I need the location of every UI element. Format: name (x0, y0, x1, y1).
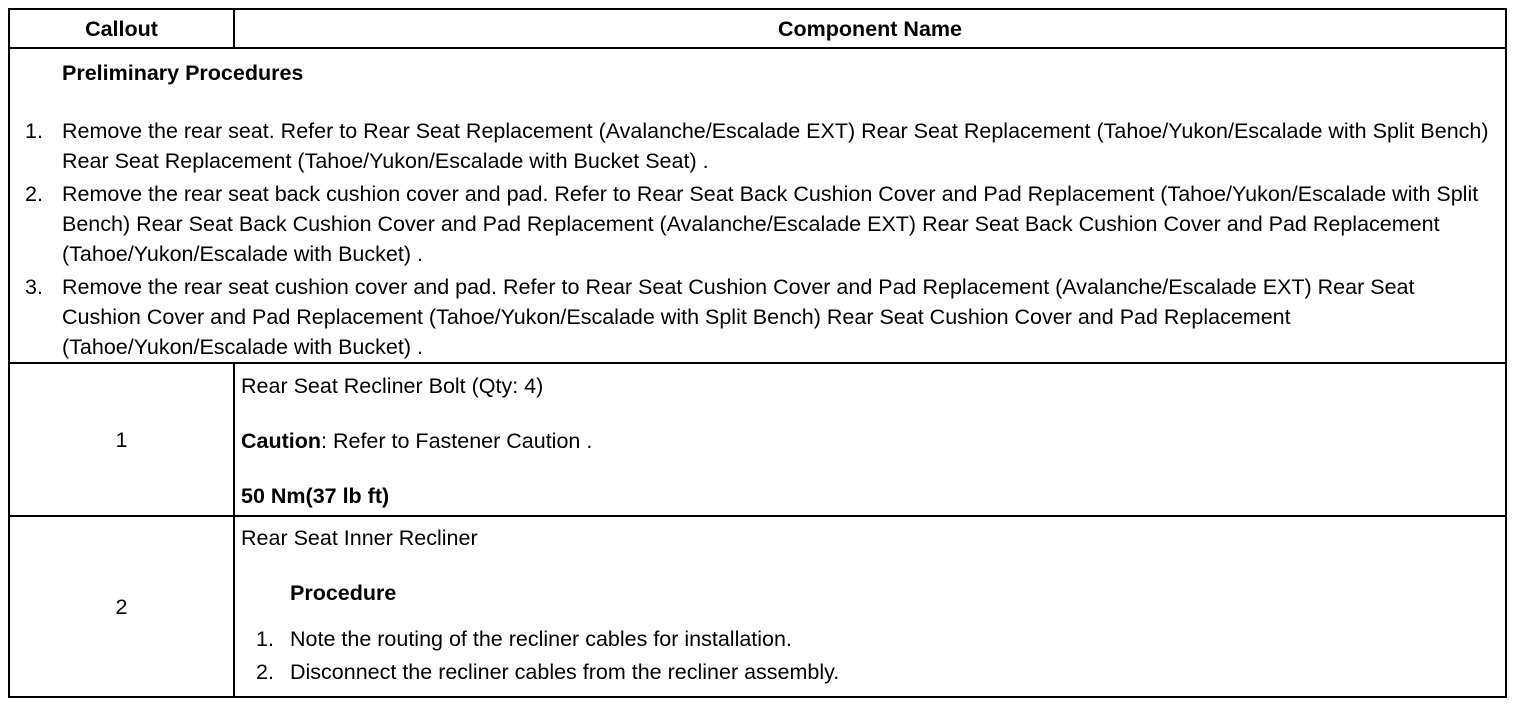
caution-note (241, 426, 592, 456)
procedure-title: Procedure (290, 581, 397, 605)
step-number: 1. (25, 119, 43, 143)
callout-number: 2 (115, 594, 128, 619)
preliminary-step (25, 116, 1499, 176)
step-text: Disconnect the recliner cables from the recliner assembly. (290, 660, 840, 684)
component-cell (235, 364, 1505, 515)
torque-spec: 50 Nm(37 lb ft) (241, 484, 390, 508)
component-cell (235, 517, 1505, 696)
step-number: 2. (256, 660, 274, 684)
callout-column-header: Callout (10, 10, 235, 47)
procedure-step (256, 624, 839, 654)
preliminary-procedures-title: Preliminary Procedures (62, 61, 304, 85)
caution-label: Caution (241, 429, 322, 453)
component-name: Rear Seat Inner Recliner (241, 526, 478, 550)
preliminary-step (25, 179, 1499, 269)
preliminary-procedures-row (10, 49, 1505, 364)
table-row (10, 364, 1505, 517)
component-name-column-header: Component Name (778, 17, 962, 41)
procedure-step (256, 657, 839, 687)
component-name: Rear Seat Recliner Bolt (Qty: 4) (241, 374, 544, 398)
callout-number: 1 (115, 427, 128, 452)
step-text: Note the routing of the recliner cables for installation. (290, 627, 792, 651)
preliminary-steps-list (25, 116, 1499, 365)
preliminary-step (25, 272, 1499, 362)
step-number: 1. (256, 627, 274, 651)
procedure-steps-list (256, 624, 839, 690)
table-row (10, 517, 1505, 696)
table-header-row (10, 10, 1505, 49)
step-number: 3. (25, 275, 43, 299)
caution-text: : Refer to Fastener Caution . (321, 429, 593, 453)
step-text: Remove the rear seat cushion cover and pad. Refer to Rear Seat Cushion Cover and Pad Replacement (Avalanche/Escalade EXT) Rear Seat Cushion Cover and Pad Replacement (Tahoe/Yukon/Escalade with Split Bench) Rear Seat Cushion Cover and Pad Replacement (Tahoe/Yukon/Escalade with Bucket) . (62, 275, 1415, 359)
step-text: Remove the rear seat back cushion cover and pad. Refer to Rear Seat Back Cushion Cover and Pad Replacement (Tahoe/Yukon/Escalade with Split Bench) Rear Seat Back Cushion Cover and Pad Replacement (Avalanche/Escalade EXT) Rear Seat Back Cushion Cover and Pad Replacement (Tahoe/Yukon/Escalade with Bucket) . (62, 182, 1479, 266)
component-table (8, 8, 1507, 698)
callout-cell (10, 364, 235, 515)
callout-cell (10, 517, 235, 696)
step-number: 2. (25, 182, 43, 206)
step-text: Remove the rear seat. Refer to Rear Seat Replacement (Avalanche/Escalade EXT) Rear Seat Replacement (Tahoe/Yukon/Escalade with Split Bench) Rear Seat Replacement (Tahoe/Yukon/Escalade with Bucket Seat) . (62, 119, 1489, 173)
